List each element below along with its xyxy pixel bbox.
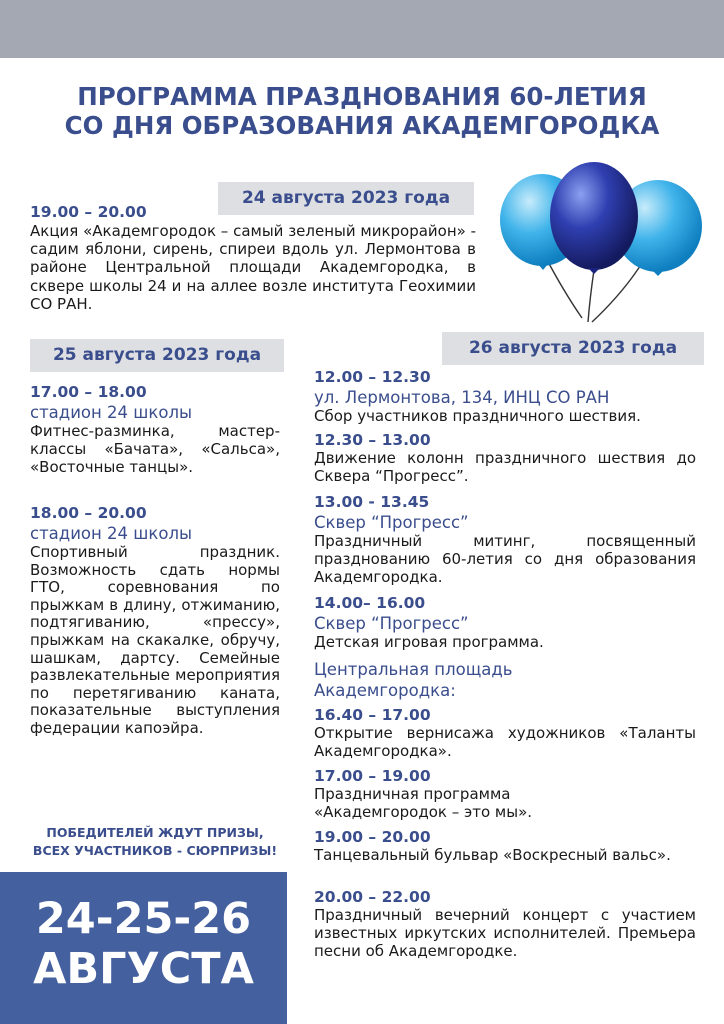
event-text-1: Праздничная программа bbox=[314, 785, 511, 803]
location-line-1: Центральная площадь bbox=[314, 660, 513, 679]
event-time: 17.00 – 19.00 bbox=[314, 767, 431, 785]
event-text: Праздничный вечерний концерт с участием известных иркутских исполнителей. Премьера песни об Академгородке. bbox=[314, 906, 696, 960]
event-time: 13.00 - 13.45 bbox=[314, 493, 430, 511]
event-text-2: «Академгородок – это мы». bbox=[314, 802, 533, 821]
date-box-26: 26 августа 2023 года bbox=[442, 332, 704, 365]
event-text: Праздничный митинг, посвященный празднованию 60-летия со дня образования Академгородка. bbox=[314, 532, 696, 586]
event-time: 18.00 – 20.00 bbox=[30, 504, 147, 522]
event-time: 19.00 – 20.00 bbox=[30, 203, 147, 221]
day25-event-1 bbox=[30, 383, 280, 476]
event-text: Акция «Академгородок – самый зеленый микрорайон» - садим яблони, сирень, спиреи вдоль ул. Лермонтова в районе Центральной площади Академгородка, в сквере школы 24 и на аллее возле института Геохимии СО РАН. bbox=[30, 222, 477, 313]
event-text: Детская игровая программа. bbox=[314, 633, 544, 651]
event-text: Спортивный праздник. Возможность сдать нормы ГТО, соревнования по прыжкам в длину, отжиманию, подтягиванию, «прессу», прыжкам на скакалке, обручу, шашкам, дартсу. Семейные развлекательные мероприятия по перетягиванию каната, показательные выступления федерации капоэйра. bbox=[30, 543, 280, 737]
event-time: 16.40 – 17.00 bbox=[314, 706, 431, 724]
prize-line-2: ВСЕХ УЧАСТНИКОВ - СЮРПРИЗЫ! bbox=[32, 843, 278, 858]
day26-event-6 bbox=[314, 706, 696, 761]
day24-block bbox=[30, 203, 476, 313]
event-time: 19.00 – 20.00 bbox=[314, 828, 431, 846]
page-title bbox=[0, 82, 724, 140]
event-text: Сбор участников праздничного шествия. bbox=[314, 407, 641, 425]
event-time: 12.30 – 13.00 bbox=[314, 431, 431, 449]
event-text: Танцевальный бульвар «Воскресный вальс». bbox=[314, 846, 671, 864]
top-band bbox=[0, 0, 724, 58]
balloons-icon bbox=[494, 162, 706, 330]
day26-location bbox=[314, 659, 696, 701]
event-time: 20.00 – 22.00 bbox=[314, 888, 431, 906]
event-place: стадион 24 школы bbox=[30, 403, 193, 422]
event-time: 12.00 – 12.30 bbox=[314, 368, 431, 386]
banner-days: 24-25-26 bbox=[35, 894, 252, 944]
prize-line-1: ПОБЕДИТЕЛЕЙ ЖДУТ ПРИЗЫ, bbox=[46, 825, 264, 840]
event-place: стадион 24 школы bbox=[30, 524, 193, 543]
event-text: Движение колонн праздничного шествия до Сквера “Прогресс”. bbox=[314, 449, 696, 485]
date-banner bbox=[0, 872, 287, 1024]
day26-event-3 bbox=[314, 493, 696, 586]
event-text: Фитнес-разминка, мастер-классы «Бачата», «Сальса», «Восточные танцы». bbox=[30, 422, 280, 476]
title-line-2: СО ДНЯ ОБРАЗОВАНИЯ АКАДЕМГОРОДКА bbox=[64, 111, 660, 140]
title-line-1: ПРОГРАММА ПРАЗДНОВАНИЯ 60-ЛЕТИЯ bbox=[77, 82, 647, 111]
event-time: 17.00 – 18.00 bbox=[30, 383, 147, 401]
event-text: Открытие вернисажа художников «Таланты Академгородка». bbox=[314, 724, 696, 760]
day26-event-9 bbox=[314, 888, 696, 960]
event-place: Сквер “Прогресс” bbox=[314, 614, 469, 633]
event-place: ул. Лермонтова, 134, ИНЦ СО РАН bbox=[314, 388, 610, 407]
day25-event-2 bbox=[30, 504, 280, 738]
date-box-25: 25 августа 2023 года bbox=[30, 339, 284, 372]
event-time: 14.00– 16.00 bbox=[314, 594, 426, 612]
day26-event-2 bbox=[314, 431, 696, 486]
day26-event-8 bbox=[314, 828, 696, 865]
event-place: Сквер “Прогресс” bbox=[314, 513, 469, 532]
prize-note bbox=[30, 824, 280, 860]
banner-month: АВГУСТА bbox=[33, 944, 254, 994]
date-box-24: 24 августа 2023 года bbox=[218, 182, 474, 215]
day26-event-4 bbox=[314, 594, 696, 652]
day26-event-1 bbox=[314, 368, 696, 426]
location-line-2: Академгородка: bbox=[314, 681, 456, 700]
day26-event-7 bbox=[314, 767, 696, 822]
